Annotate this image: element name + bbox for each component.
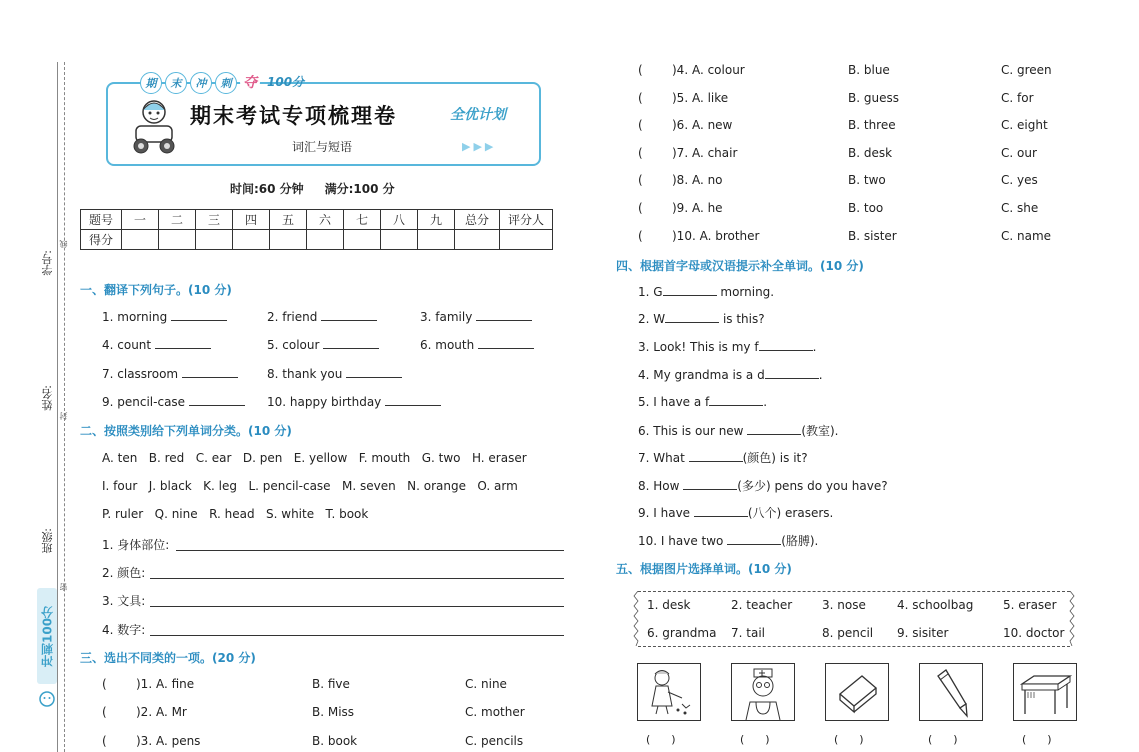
option-c: C. she [1001,201,1039,215]
score-header-cell: 三 [196,210,233,230]
option-b: B. book [312,734,358,748]
slogan-pill: 夺 [240,72,260,92]
doctor-picture [731,663,795,721]
answer-blank[interactable] [709,394,763,406]
slogan-pill: 期 [140,72,162,94]
mascot-driver-icon [126,96,182,156]
fill-item: 4. My grandma is a d . [638,368,823,382]
answer-blank[interactable] [385,394,441,406]
score-cell[interactable] [418,230,455,250]
answer-blank[interactable] [476,309,532,321]
option-b: B. Miss [312,705,355,719]
answer-blank[interactable] [663,284,717,296]
eraser-picture [825,663,889,721]
answer-blank[interactable] [759,339,813,351]
score-cell[interactable] [233,230,270,250]
translate-item: 9. pencil-case [102,394,245,409]
option-b: B. too [848,201,884,215]
seal-mark: 封 [59,412,68,420]
word-list-line: I. four J. black K. leg L. pencil-case M. seven N. orange O. arm [102,479,518,493]
answer-paren[interactable]: ( [638,229,643,243]
score-table-header-row [81,210,553,230]
category-label: 2. 颜色: [102,566,146,580]
grandma-icon [638,664,700,720]
paper-title: 期末考试专项梳理卷 [190,103,397,128]
translate-item: 5. colour [267,337,379,352]
answer-paren[interactable]: ( [638,201,643,215]
answer-blank[interactable] [189,394,245,406]
section3-title: 三、选出不同类的一项。(20 分) [80,651,256,665]
score-table-score-row [81,230,553,250]
answer-blank[interactable] [727,533,781,545]
score-cell[interactable] [196,230,233,250]
score-cell[interactable] [159,230,196,250]
arrows-icon: ▶▶▶ [462,140,497,153]
answer-blank[interactable] [665,311,719,323]
option-a: )8. A. no [672,173,723,187]
score-header-cell: 评分人 [500,210,553,230]
option-b: B. guess [848,91,899,105]
grandma-picture [637,663,701,721]
answer-blank[interactable] [182,366,238,378]
paper-tag: 全优计划 [450,107,506,123]
answer-paren[interactable]: ( [638,118,643,132]
translate-item: 7. classroom [102,366,238,381]
score-header-cell: 九 [418,210,455,230]
answer-paren[interactable]: ( [638,63,643,77]
option-c: C. eight [1001,118,1048,132]
category-label: 3. 文具: [102,594,146,608]
answer-paren[interactable]: ( [638,173,643,187]
option-a: )4. A. colour [672,63,745,77]
answer-blank[interactable] [155,337,211,349]
option-c: C. nine [465,677,507,691]
word-bank-item: 8. pencil [822,626,874,640]
option-a: )1. A. fine [136,677,195,691]
picture-answer-paren[interactable]: ( ) [1022,733,1052,746]
brand-label: 冲刺100分 [37,588,57,684]
word-bank-item: 9. sisiter [897,626,949,640]
section4-title: 四、根据首字母或汉语提示补全单词。(10 分) [616,259,864,273]
score-cell[interactable] [500,230,553,250]
score-cell[interactable] [344,230,381,250]
paper-subtitle: 词汇与短语 [292,140,353,154]
mascot-small-icon [38,690,56,708]
score-header-cell: 总分 [455,210,500,230]
option-a: )3. A. pens [136,734,201,748]
binding-sidebar [0,0,70,752]
option-a: )5. A. like [672,91,729,105]
option-c: C. yes [1001,173,1038,187]
slogan-pill: 末 [165,72,187,94]
slogan-pills [140,72,304,94]
picture-answer-paren[interactable]: ( ) [834,733,864,746]
category-answer-line[interactable] [150,635,564,636]
word-bank-item: 3. nose [822,598,866,612]
name-label: 姓名: [41,385,54,411]
option-a: )2. A. Mr [136,705,187,719]
score-header-cell: 七 [344,210,381,230]
option-c: C. name [1001,229,1052,243]
answer-blank[interactable] [765,367,819,379]
option-c: C. pencils [465,734,524,748]
wavy-border-right [1067,591,1075,646]
answer-blank[interactable] [323,337,379,349]
answer-blank[interactable] [346,366,402,378]
score-table [80,209,553,250]
translate-item: 2. friend [267,309,377,324]
answer-paren[interactable]: ( [102,705,107,719]
section1-title: 一、翻译下列句子。(10 分) [80,283,232,297]
fill-item: 8. How (多少) pens do you have? [638,479,888,493]
option-a: )9. A. he [672,201,723,215]
wavy-border-left [633,591,641,646]
student-number-label: 学号: [41,250,54,276]
binding-solid-line [57,62,58,752]
answer-paren[interactable]: ( [638,91,643,105]
score-cell[interactable] [307,230,344,250]
translate-item: 10. happy birthday [267,394,441,409]
fill-item: 1. G morning. [638,285,775,299]
word-bank-item: 2. teacher [731,598,793,612]
option-a: )6. A. new [672,118,733,132]
score-header-cell: 五 [270,210,307,230]
category-label: 4. 数字: [102,623,146,637]
slogan-pill: 冲 [190,72,212,94]
slogan-score: 100分 [267,75,305,89]
score-header-cell: 八 [381,210,418,230]
desk-icon [1014,664,1076,720]
doctor-icon [732,664,794,720]
answer-blank[interactable] [747,423,801,435]
word-bank-item: 5. eraser [1003,598,1057,612]
word-list-line: A. ten B. red C. ear D. pen E. yellow F. mouth G. two H. eraser [102,451,527,465]
word-bank-item: 7. tail [731,626,765,640]
slogan-pill: 刺 [215,72,237,94]
option-a: )10. A. brother [672,229,760,243]
translate-item: 4. count [102,337,211,352]
word-list-line: P. ruler Q. nine R. head S. white T. book [102,507,369,521]
score-cell[interactable] [381,230,418,250]
pencil-icon [920,664,982,720]
option-a: )7. A. chair [672,146,738,160]
translate-item: 3. family [420,309,532,324]
score-header-cell: 题号 [81,210,122,230]
word-bank-item: 4. schoolbag [897,598,974,612]
answer-paren[interactable]: ( [102,677,107,691]
picture-answer-paren[interactable]: ( ) [928,733,958,746]
option-c: C. our [1001,146,1037,160]
fill-item: 3. Look! This is my f . [638,340,817,354]
category-answer-line[interactable] [150,606,564,607]
option-b: B. two [848,173,886,187]
score-row-label: 得分 [81,230,122,250]
option-c: C. for [1001,91,1034,105]
option-b: B. three [848,118,896,132]
option-b: B. desk [848,146,893,160]
option-b: B. five [312,677,350,691]
class-label: 班级: [41,528,54,554]
exam-info: 时间:60 分钟 满分:100 分 [230,182,395,196]
option-b: B. sister [848,229,897,243]
fill-item: 5. I have a f . [638,395,768,409]
answer-blank[interactable] [694,505,748,517]
answer-blank[interactable] [689,450,743,462]
score-header-cell: 二 [159,210,196,230]
translate-item: 1. morning [102,309,227,324]
category-answer-line[interactable] [150,578,564,579]
answer-blank[interactable] [478,337,534,349]
binding-dashed-line [64,62,65,752]
fill-item: 2. W is this? [638,312,765,326]
option-c: C. mother [465,705,525,719]
word-bank-item: 1. desk [647,598,691,612]
score-header-cell: 六 [307,210,344,230]
pencil-picture [919,663,983,721]
word-bank-item: 6. grandma [647,626,717,640]
line-mark: 线 [59,240,68,248]
fill-item: 7. What (颜色) is it? [638,451,808,465]
section2-title: 二、按照类别给下列单词分类。(10 分) [80,424,292,438]
picture-answer-paren[interactable]: ( ) [646,733,676,746]
fill-item: 9. I have (八个) erasers. [638,506,834,520]
translate-item: 6. mouth [420,337,534,352]
score-cell[interactable] [122,230,159,250]
desk-picture [1013,663,1077,721]
answer-blank[interactable] [321,309,377,321]
answer-paren[interactable]: ( [102,734,107,748]
fill-item: 10. I have two (胳膊). [638,534,819,548]
option-b: B. blue [848,63,890,77]
answer-blank[interactable] [171,309,227,321]
score-cell[interactable] [270,230,307,250]
secret-mark: 密 [59,583,68,591]
word-bank-item: 10. doctor [1003,626,1065,640]
category-answer-line[interactable] [176,550,564,551]
section5-title: 五、根据图片选择单词。(10 分) [616,562,792,576]
fill-item: 6. This is our new (教室). [638,424,839,438]
answer-paren[interactable]: ( [638,146,643,160]
picture-answer-paren[interactable]: ( ) [740,733,770,746]
eraser-icon [826,664,888,720]
category-label: 1. 身体部位: [102,538,170,552]
score-header-cell: 一 [122,210,159,230]
answer-blank[interactable] [683,478,737,490]
option-c: C. green [1001,63,1052,77]
score-cell[interactable] [455,230,500,250]
score-header-cell: 四 [233,210,270,230]
translate-item: 8. thank you [267,366,402,381]
